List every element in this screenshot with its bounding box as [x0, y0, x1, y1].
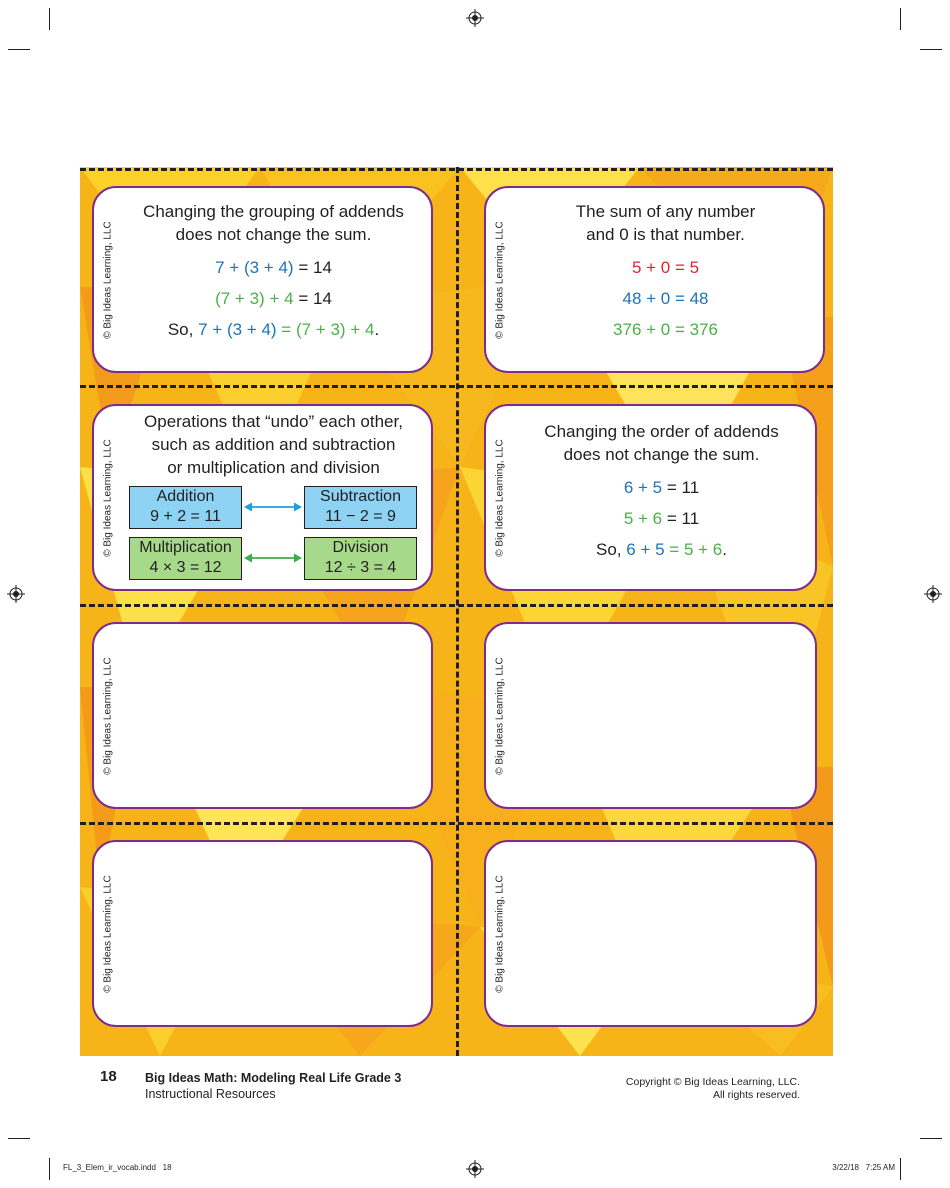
card-blank	[484, 840, 817, 1027]
crop-mark	[49, 1158, 50, 1180]
equation: 376 + 0 = 376	[613, 320, 718, 339]
multiplication-equation: 4 × 3 = 12	[149, 559, 222, 576]
crop-mark	[49, 8, 50, 30]
card-title-line: does not change the sum.	[563, 445, 760, 464]
addition-box	[129, 486, 242, 529]
crop-mark	[8, 1138, 30, 1139]
addition-label: Addition	[156, 488, 215, 505]
equation: (7 + 3) + 4 = 14	[215, 289, 332, 308]
card-copyright: © Big Ideas Learning, LLC	[102, 220, 114, 339]
equation: 7 + (3 + 4) = 14	[215, 258, 332, 277]
card-title-line: and 0 is that number.	[586, 225, 745, 244]
division-box	[304, 537, 417, 580]
subtraction-box	[304, 486, 417, 529]
copyright-line: Copyright © Big Ideas Learning, LLC.	[625, 1076, 800, 1088]
equation: So, 6 + 5 = 5 + 6.	[596, 540, 727, 559]
card-title-line: The sum of any number	[575, 202, 756, 221]
equation: So, 7 + (3 + 4) = (7 + 3) + 4.	[167, 320, 380, 339]
card-title-line: does not change the sum.	[175, 225, 372, 244]
card-title-line: Changing the order of addends	[544, 422, 779, 441]
date-slug: 3/22/18 7:25 AM	[832, 1163, 895, 1172]
card-title-line: or multiplication and division	[167, 458, 380, 477]
addition-equation: 9 + 2 = 11	[150, 508, 221, 525]
crop-mark	[8, 49, 30, 50]
card-copyright: © Big Ideas Learning, LLC	[494, 438, 506, 557]
card-sheet	[80, 167, 833, 1056]
card-identity-property	[484, 186, 825, 373]
registration-mark-icon	[7, 585, 25, 603]
equation: 5 + 6 = 11	[623, 509, 700, 528]
card-blank	[92, 840, 433, 1027]
registration-mark-icon	[466, 1160, 484, 1178]
cut-line	[456, 167, 459, 1056]
registration-mark-icon	[924, 585, 942, 603]
subtraction-label: Subtraction	[320, 488, 401, 505]
registration-mark-icon	[466, 9, 484, 27]
equation: 6 + 5 = 11	[623, 478, 700, 497]
card-title-line: Operations that “undo” each other,	[144, 412, 403, 431]
page-number: 18	[100, 1068, 117, 1085]
card-blank	[92, 622, 433, 809]
card-inverse-operations	[92, 404, 433, 591]
card-copyright: © Big Ideas Learning, LLC	[102, 874, 114, 993]
card-copyright: © Big Ideas Learning, LLC	[494, 656, 506, 775]
multiplication-label: Multiplication	[139, 539, 232, 556]
crop-mark	[920, 1138, 942, 1139]
card-copyright: © Big Ideas Learning, LLC	[494, 220, 506, 339]
equation: 5 + 0 = 5	[631, 258, 700, 277]
book-title: Big Ideas Math: Modeling Real Life Grade 3	[145, 1071, 402, 1085]
card-title-line: Changing the grouping of addends	[143, 202, 404, 221]
division-equation: 12 ÷ 3 = 4	[324, 559, 397, 576]
crop-mark	[900, 8, 901, 30]
double-arrow-icon	[244, 552, 302, 564]
equation: 48 + 0 = 48	[622, 289, 709, 308]
card-copyright: © Big Ideas Learning, LLC	[102, 656, 114, 775]
card-copyright: © Big Ideas Learning, LLC	[494, 874, 506, 993]
copyright-line: All rights reserved.	[713, 1089, 800, 1101]
card-blank	[484, 622, 817, 809]
crop-mark	[920, 49, 942, 50]
double-arrow-icon	[244, 501, 302, 513]
multiplication-box	[129, 537, 242, 580]
card-copyright: © Big Ideas Learning, LLC	[102, 438, 114, 557]
card-title-line: such as addition and subtraction	[151, 435, 396, 454]
division-label: Division	[332, 539, 389, 556]
crop-mark	[900, 1158, 901, 1180]
book-subtitle: Instructional Resources	[145, 1087, 276, 1101]
card-commutative-property	[484, 404, 817, 591]
file-slug: FL_3_Elem_ir_vocab.indd 18	[63, 1163, 172, 1172]
subtraction-equation: 11 − 2 = 9	[325, 508, 396, 525]
card-associative-property	[92, 186, 433, 373]
